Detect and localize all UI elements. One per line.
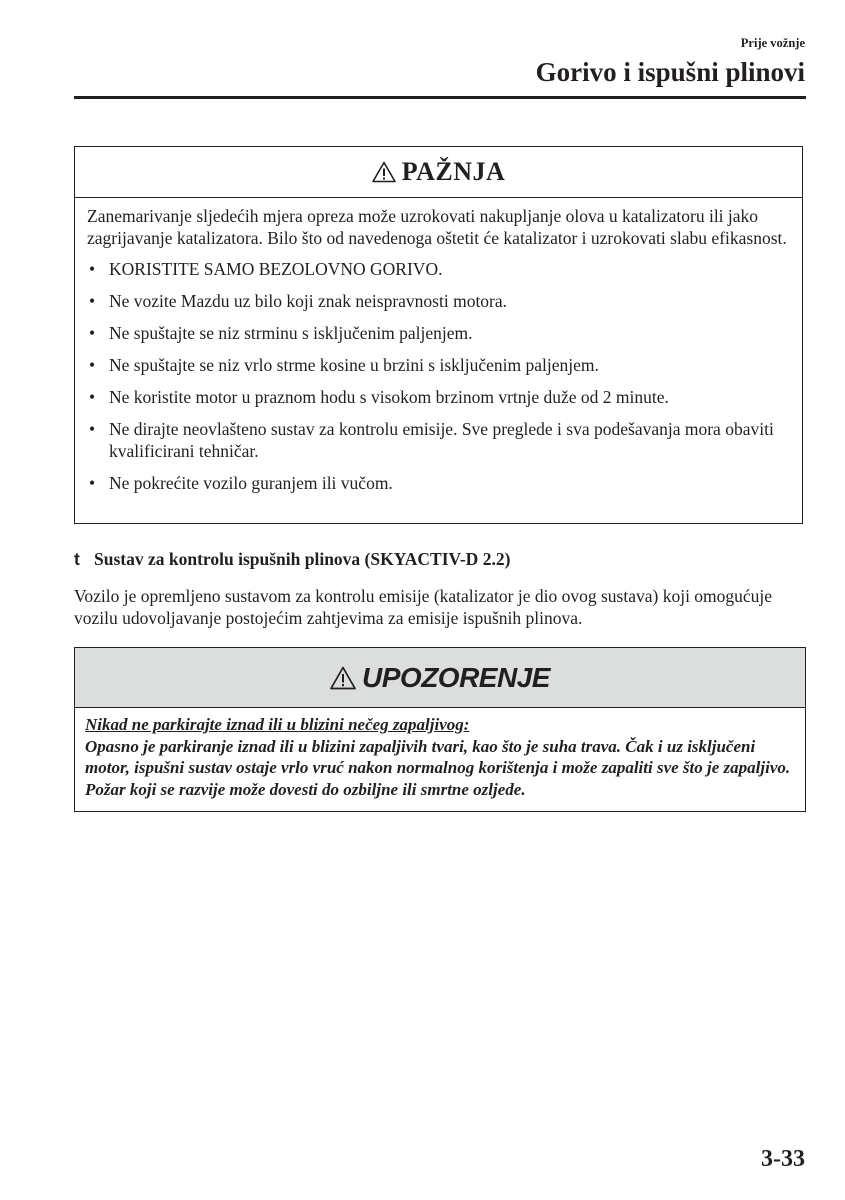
section-heading-text: Sustav za kontrolu ispušnih plinova (SKYACTIV-D 2.2) bbox=[94, 549, 511, 569]
list-item-text: Ne spuštajte se niz vrlo strme kosine u brzini s isključenim paljenjem. bbox=[109, 355, 599, 375]
caution-title: PAŽNJA bbox=[401, 157, 506, 186]
list-item bbox=[87, 355, 790, 377]
bullet-icon: • bbox=[89, 259, 96, 279]
warning-title: UPOZORENJE bbox=[362, 661, 550, 693]
warning-text: Opasno je parkiranje iznad ili u blizini zapaljivih tvari, kao što je suha trava. Čak i uz isključeni motor, ispušni sustav ostaje vrlo vruć nakon normalnog korištenja i može zapaliti sve što je zapaljivo. Požar koji se razvije može dovesti do ozbiljne ili smrtne ozljede. bbox=[85, 736, 791, 799]
list-item bbox=[87, 323, 790, 345]
warning-box bbox=[74, 647, 806, 812]
page-number: 3-33 bbox=[761, 1146, 805, 1172]
caution-body bbox=[75, 198, 802, 494]
section-marker: t bbox=[74, 549, 80, 569]
list-item bbox=[87, 419, 790, 462]
header-divider bbox=[74, 96, 806, 99]
bullet-icon: • bbox=[89, 323, 96, 343]
warning-triangle-icon bbox=[330, 666, 356, 690]
page-title: Gorivo i ispušni plinovi bbox=[535, 57, 805, 87]
list-item bbox=[87, 291, 790, 313]
bullet-icon: • bbox=[89, 355, 96, 375]
list-item bbox=[87, 473, 790, 495]
warning-triangle-icon bbox=[372, 161, 396, 183]
warning-header bbox=[75, 648, 805, 708]
list-item-text: Ne spuštajte se niz strminu s isključenim paljenjem. bbox=[109, 323, 473, 343]
list-item-text: Ne vozite Mazdu uz bilo koji znak neispravnosti motora. bbox=[109, 291, 508, 311]
warning-subtitle: Nikad ne parkirajte iznad ili u blizini nečeg zapaljivog: bbox=[85, 715, 470, 734]
list-item-text: Ne pokrećite vozilo guranjem ili vučom. bbox=[109, 472, 393, 493]
warning-body bbox=[75, 708, 805, 800]
list-item-text: KORISTITE SAMO BEZOLOVNO GORIVO. bbox=[109, 259, 443, 279]
header-section-label: Prije vožnje bbox=[740, 36, 805, 50]
list-item-text: Ne dirajte neovlašteno sustav za kontrolu emisije. Sve preglede i sva podešavanja mora obaviti kvalificirani tehničar. bbox=[109, 419, 774, 461]
bullet-icon: • bbox=[89, 291, 96, 311]
bullet-icon: • bbox=[89, 472, 96, 493]
list-item-text: Ne koristite motor u praznom hodu s visokom brzinom vrtnje duže od 2 minute. bbox=[109, 387, 669, 407]
list-item bbox=[87, 387, 790, 409]
caution-list bbox=[87, 259, 790, 494]
caution-header bbox=[75, 147, 802, 198]
caution-box bbox=[74, 146, 803, 524]
bullet-icon: • bbox=[89, 387, 96, 407]
bullet-icon: • bbox=[89, 419, 96, 439]
section-heading bbox=[74, 548, 510, 570]
section-paragraph: Vozilo je opremljeno sustavom za kontrolu emisije (katalizator je dio ovog sustava) koji omogućuje vozilu udovoljavanje postojećim zahtjevima za emisije ispušnih plinova. bbox=[74, 586, 773, 628]
caution-intro: Zanemarivanje sljedećih mjera opreza može uzrokovati nakupljanje olova u katalizatoru ili jako zagrijavanje katalizatora. Bilo što od navedenoga oštetit će katalizator i uzrokovati slabu efikasnost. bbox=[87, 206, 787, 248]
list-item bbox=[87, 259, 790, 281]
